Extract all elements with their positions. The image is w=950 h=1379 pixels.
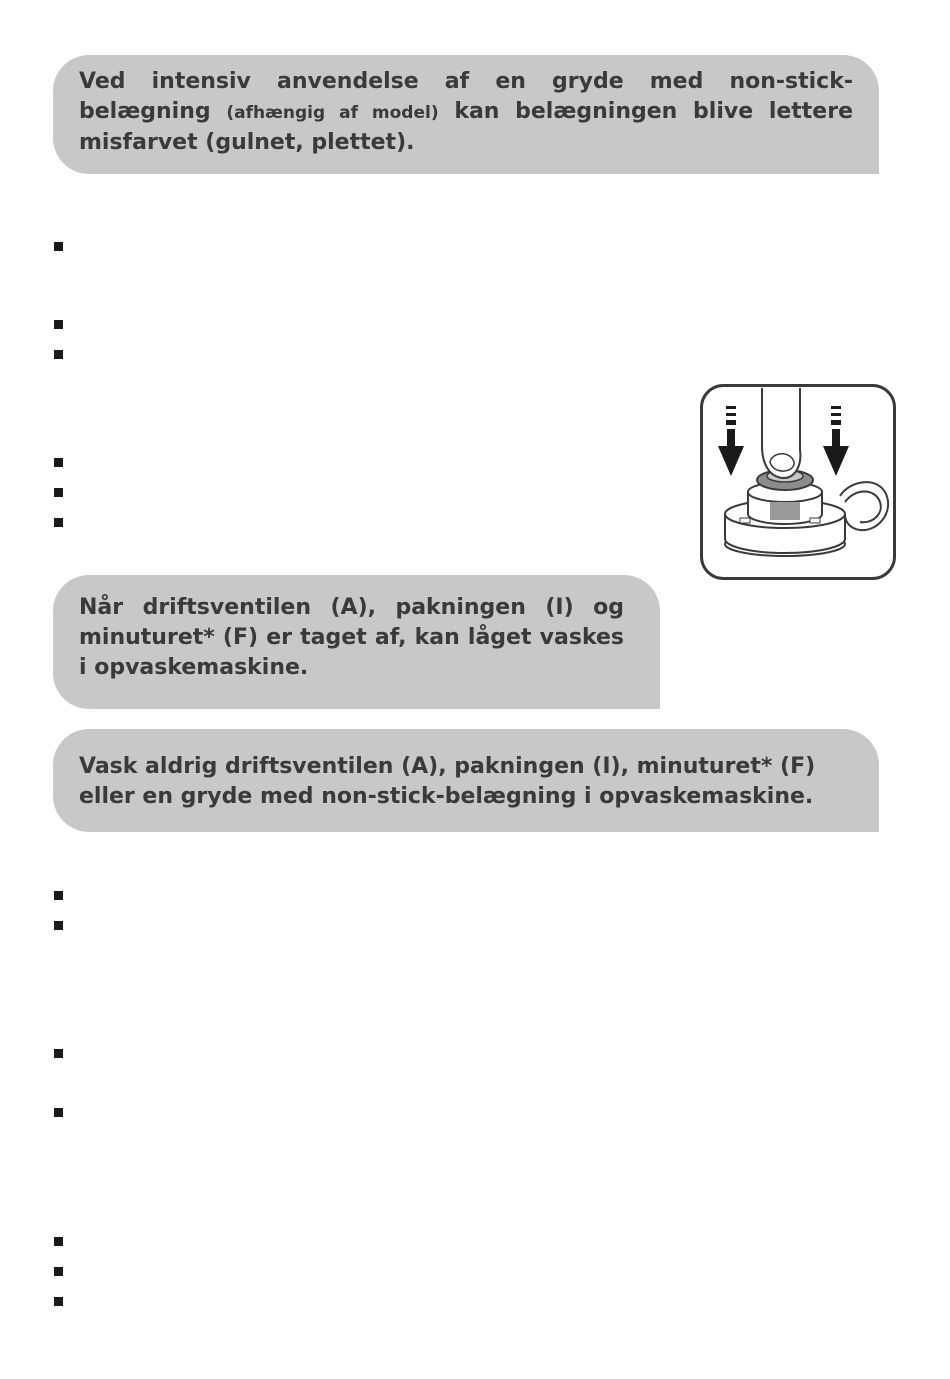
bullet-marker <box>54 458 63 467</box>
bullet-marker <box>54 891 63 900</box>
note-dishwasher-never-text: Vask aldrig driftsventilen (A), pakningen (I), minuturet* (F) eller en gryde med non-stick-belægning i opvaskemaskine. <box>79 754 816 809</box>
note-dishwasher-allowed-text: Når driftsventilen (A), pakningen (I) og minuturet* (F) er taget af, kan låget vaskes i opvaskemaskine. <box>79 595 624 680</box>
note-intensive-use <box>53 55 879 174</box>
note-dishwasher-allowed <box>53 575 660 709</box>
bullet-marker <box>54 242 63 251</box>
bullet-marker <box>54 518 63 527</box>
note-dishwasher-never <box>53 729 879 832</box>
note-intensive-use-text-b: kan belægningen blive lettere misfarvet (gulnet, plettet). <box>79 99 854 155</box>
bullet-marker <box>54 1108 63 1117</box>
bullet-marker <box>54 1049 63 1058</box>
note-intensive-use-text-a: Ved intensiv anvendelse af en gryde med non-stick-belægning <box>79 69 853 124</box>
bullet-marker <box>54 1237 63 1246</box>
bullet-marker <box>54 320 63 329</box>
bullet-marker <box>54 921 63 930</box>
bullet-marker <box>54 350 63 359</box>
bullet-marker <box>54 1267 63 1276</box>
bullet-marker <box>54 488 63 497</box>
note-model-dependent: (afhængig af model) <box>226 103 439 123</box>
press-valve-illustration <box>700 384 896 580</box>
bullet-marker <box>54 1297 63 1306</box>
